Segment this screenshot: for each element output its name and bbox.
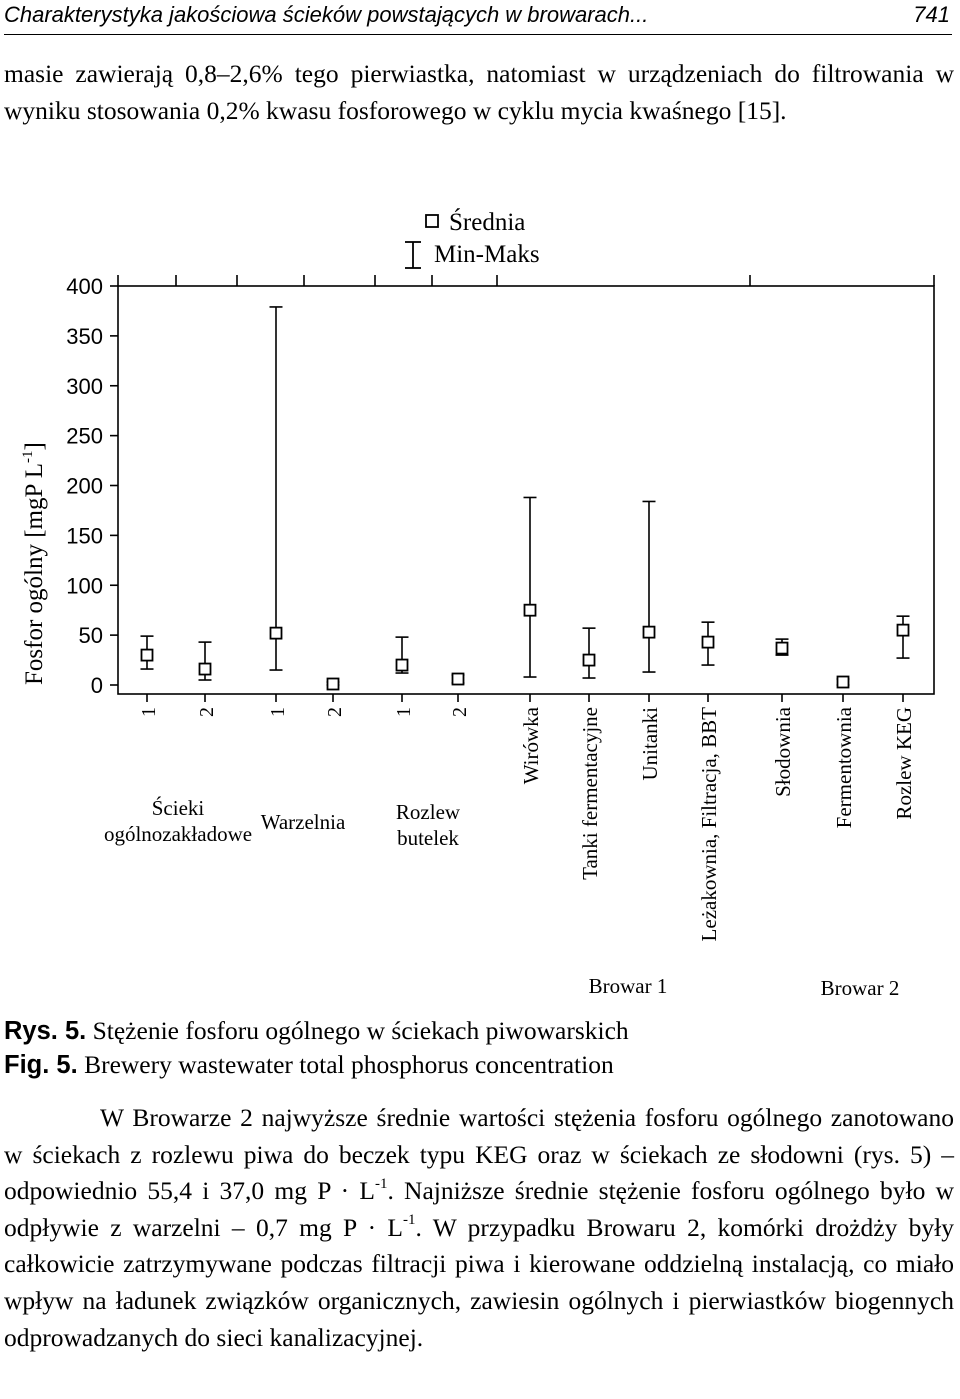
body-text-part1: W Browarze 2 najwyższe średnie wartości stężenia fosforu ogólnego zanotowano w ściekach z rozlewu piwa do beczek typu KEG oraz w ściekach ze słodowni (rys. 5) – odpowiednio 55,4 i 37,0 mg P · L bbox=[4, 1103, 954, 1206]
mean-marker-11 bbox=[838, 677, 849, 688]
figure-caption-pl bbox=[4, 1016, 629, 1046]
body-text-part2: . Najniższe średnie stężenie fosforu ogólnego było w odpływie z warzelni – 0,7 mg P · L bbox=[4, 1176, 954, 1242]
category-label-0: 1 bbox=[138, 707, 160, 717]
y-tick-label-250: 250 bbox=[66, 423, 103, 449]
legend-range-marker bbox=[405, 242, 421, 268]
y-tick-label-200: 200 bbox=[66, 473, 103, 499]
category-label-12: Rozlew KEG bbox=[892, 707, 916, 820]
mean-marker-4 bbox=[397, 660, 408, 671]
group-label-rozlew bbox=[396, 800, 461, 850]
running-header-title: Charakterystyka jakościowa ścieków powstających w browarach... bbox=[4, 2, 649, 27]
group-label-scieki bbox=[104, 796, 252, 846]
mean-marker-9 bbox=[703, 637, 714, 648]
group-label-rozlew-line1: Rozlew bbox=[395, 800, 461, 824]
figure-caption-pl-text: Stężenie fosforu ogólnego w ściekach piwowarskich bbox=[86, 1016, 629, 1045]
category-label-6: Wirówka bbox=[519, 707, 543, 785]
category-label-3: 2 bbox=[324, 707, 346, 717]
brewery-1-label: Browar 1 bbox=[588, 974, 668, 998]
mean-marker-7 bbox=[584, 655, 595, 666]
y-tick-label-0: 0 bbox=[90, 673, 103, 698]
figure-caption-en-text: Brewery wastewater total phosphorus concentration bbox=[77, 1050, 614, 1079]
mean-marker-1 bbox=[200, 664, 211, 675]
y-axis-label: Fosfor ogólny [mgP $L^{-1}$] bbox=[20, 442, 48, 685]
body-sup-2: -1 bbox=[402, 1212, 416, 1229]
category-label-8: Unitanki bbox=[638, 707, 662, 781]
y-tick-label-400: 400 bbox=[66, 274, 103, 299]
category-label-4: 1 bbox=[393, 707, 415, 717]
mean-marker-6 bbox=[525, 605, 536, 616]
body-paragraph bbox=[4, 1100, 954, 1356]
legend-mean-marker bbox=[426, 215, 438, 227]
chart-legend bbox=[405, 208, 540, 268]
figure-caption-en-label: Fig. 5. bbox=[4, 1051, 78, 1079]
legend-range-label: Min-Maks bbox=[434, 241, 540, 268]
plot-frame bbox=[118, 286, 934, 694]
brewery-2-label: Browar 2 bbox=[820, 976, 900, 1000]
mean-marker-3 bbox=[328, 679, 339, 690]
phosphorus-chart bbox=[0, 195, 960, 1000]
figure-caption-en bbox=[4, 1050, 614, 1080]
group-label-rozlew-line2: butelek bbox=[397, 826, 459, 850]
intro-paragraph: masie zawierają 0,8–2,6% tego pierwiastka, natomiast w urządzeniach do filtrowania w wyniku stosowania 0,2% kwasu fosforowego w cyklu mycia kwaśnego [15]. bbox=[4, 59, 954, 125]
y-tick-label-150: 150 bbox=[66, 523, 103, 549]
category-label-10: Słodownia bbox=[771, 707, 795, 797]
group-label-warzelnia-line1: Warzelnia bbox=[260, 810, 346, 834]
running-header bbox=[4, 0, 952, 35]
group-label-scieki-line2: ogólnozakładowe bbox=[103, 822, 253, 846]
group-label-warzelnia bbox=[261, 810, 346, 834]
page-number: 741 bbox=[913, 2, 950, 27]
mean-marker-12 bbox=[898, 625, 909, 636]
mean-marker-8 bbox=[644, 627, 655, 638]
figure-caption-pl-label: Rys. 5. bbox=[4, 1017, 87, 1045]
y-tick-label-50: 50 bbox=[78, 623, 103, 649]
category-label-9: Leżakownia, Filtracja, BBT bbox=[697, 707, 721, 942]
category-label-7: Tanki fermentacyjne bbox=[578, 707, 602, 880]
legend-mean-label: Średnia bbox=[449, 209, 526, 236]
y-tick-label-100: 100 bbox=[66, 573, 103, 599]
category-label-5: 2 bbox=[449, 707, 471, 717]
category-label-2: 1 bbox=[267, 707, 289, 717]
mean-marker-10 bbox=[777, 643, 788, 654]
group-label-scieki-line1: Ścieki bbox=[151, 796, 205, 820]
y-tick-label-350: 350 bbox=[66, 323, 103, 349]
mean-marker-2 bbox=[271, 628, 282, 639]
mean-marker-0 bbox=[142, 650, 153, 661]
mean-marker-5 bbox=[453, 674, 464, 685]
body-text-part3: . W przypadku Browaru 2, komórki drożdży były całkowicie zatrzymywane podczas filtracji piwa i kierowane oddzielną instalacją, co miało wpływ na ładunek związków organicznych, zawiesin ogólnych i pierwiastków biogennych odprowadzanych do sieci kanalizacyjnej. bbox=[4, 1212, 955, 1352]
category-label-11: Fermentownia bbox=[832, 707, 856, 829]
y-tick-label-300: 300 bbox=[66, 373, 103, 399]
body-sup-1: -1 bbox=[374, 1175, 388, 1192]
category-label-1: 2 bbox=[196, 707, 218, 717]
